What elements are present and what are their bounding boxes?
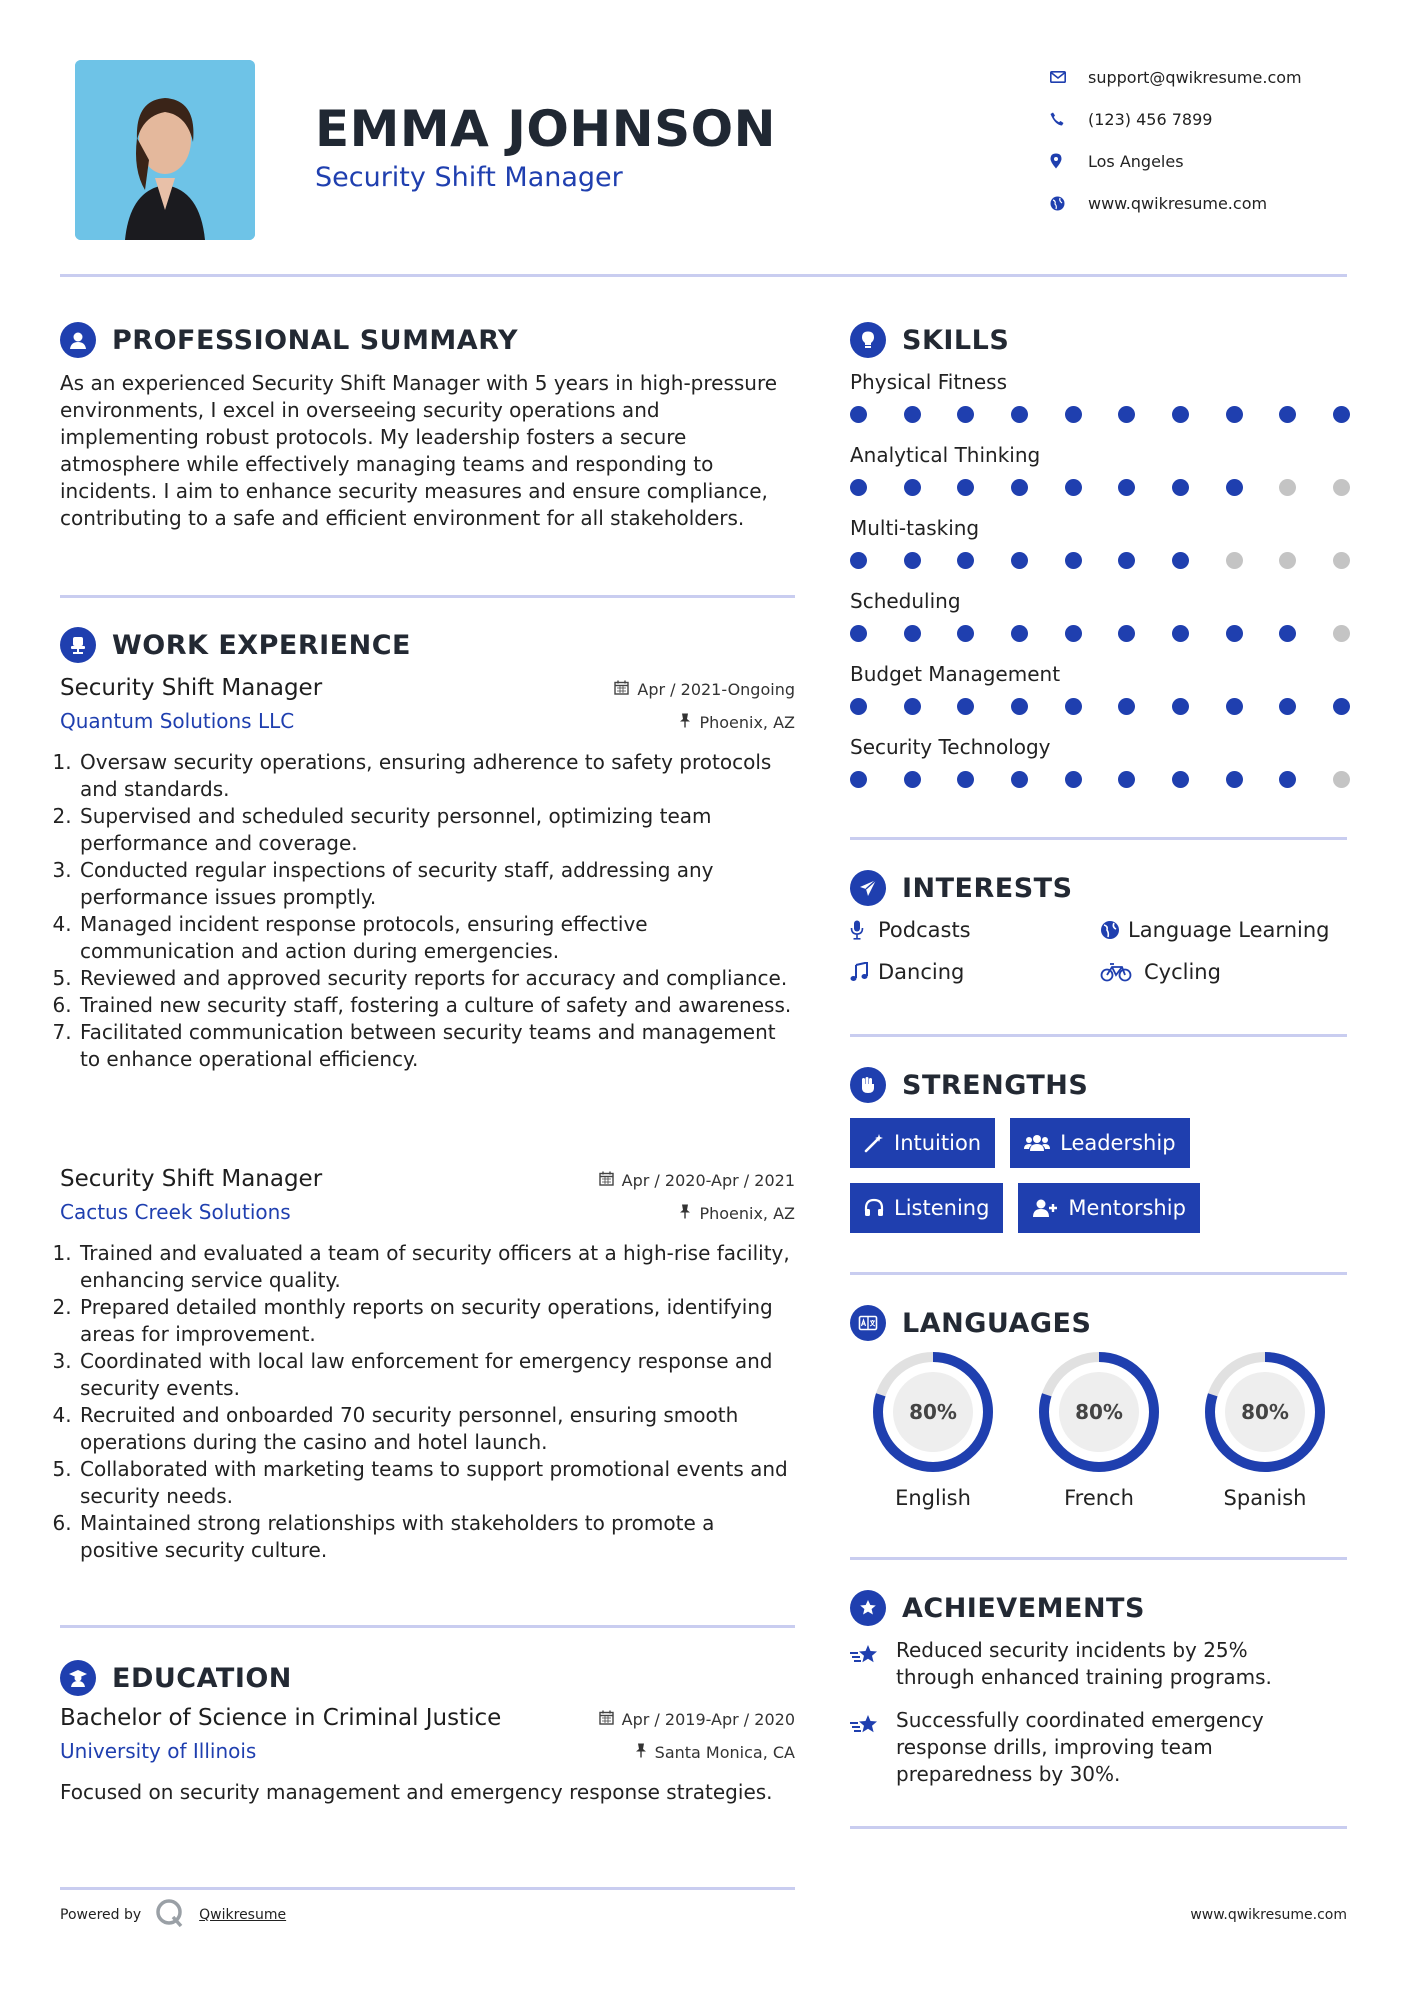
location-pin-icon	[1050, 153, 1088, 169]
rating-dot-empty	[1279, 552, 1296, 569]
rating-dot-filled	[1118, 406, 1135, 423]
rating-dot-filled	[1226, 625, 1243, 642]
list-item: 6. Trained new security staff, fostering a culture of safety and awareness.	[78, 992, 795, 1019]
education-description: Focused on security management and emergency response strategies.	[60, 1780, 773, 1804]
strength-tag	[850, 1183, 1003, 1233]
contact-phone[interactable]	[1050, 98, 1370, 140]
strength-tag	[1010, 1118, 1189, 1168]
rating-dot-filled	[957, 698, 974, 715]
rating-dot-filled	[1118, 552, 1135, 569]
rating-dot-filled	[1279, 625, 1296, 642]
header-divider	[60, 274, 1347, 277]
job-location	[679, 1204, 795, 1223]
rating-dot-filled	[1226, 771, 1243, 788]
skills-list	[850, 370, 1350, 808]
summary-text: As an experienced Security Shift Manager with 5 years in high-pressure environments, I excel in overseeing security operations and implementing robust protocols. My leadership fosters a secure atmosphere while effectively managing teams and responding to incidents. I aim to enhance security measures and ensure compliance, contributing to a safe and efficient environment for all stakeholders.	[60, 371, 778, 530]
rating-dot-filled	[1279, 698, 1296, 715]
job-date-text: Apr / 2020-Apr / 2021	[621, 1171, 795, 1190]
microphone-icon	[850, 920, 878, 940]
candidate-name: EMMA JOHNSON	[315, 100, 776, 158]
education-title: EDUCATION	[112, 1662, 292, 1694]
calendar-icon	[599, 1710, 614, 1729]
strength-tag	[1018, 1183, 1199, 1233]
interests-list	[850, 918, 1350, 984]
rating-dot-empty	[1333, 479, 1350, 496]
language-percent: 80%	[1241, 1400, 1289, 1424]
experience-heading	[60, 627, 411, 663]
school-name[interactable]: University of Illinois	[60, 1739, 257, 1763]
list-item: 5. Reviewed and approved security reports for accuracy and compliance.	[78, 965, 795, 992]
rating-dot-filled	[1011, 625, 1028, 642]
rating-dot-empty	[1333, 625, 1350, 642]
rating-dot-filled	[1172, 552, 1189, 569]
languages-title: LANGUAGES	[902, 1307, 1092, 1339]
skill-item	[850, 370, 1350, 443]
profile-photo	[75, 60, 255, 240]
rating-dot-filled	[1118, 625, 1135, 642]
skills-divider	[850, 837, 1347, 840]
rating-dot-filled	[957, 771, 974, 788]
skill-item	[850, 443, 1350, 516]
footer-divider-left	[60, 1887, 795, 1890]
rating-dot-filled	[1011, 771, 1028, 788]
shooting-star-icon	[850, 1637, 896, 1691]
interest-label: Dancing	[878, 960, 965, 984]
list-item: 7. Facilitated communication between security teams and management to enhance operational efficiency.	[78, 1019, 795, 1073]
list-item: 2. Supervised and scheduled security personnel, optimizing team performance and coverage.	[78, 803, 795, 857]
rating-dot-filled	[1172, 771, 1189, 788]
rating-dot-filled	[904, 771, 921, 788]
rating-dot-filled	[1065, 771, 1082, 788]
strength-tag	[850, 1118, 995, 1168]
language-item	[1182, 1350, 1348, 1510]
interest-item	[1100, 960, 1350, 984]
languages-divider	[850, 1557, 1347, 1560]
skill-rating	[850, 406, 1350, 423]
job-company[interactable]: Quantum Solutions LLC	[60, 709, 295, 733]
strengths-divider	[850, 1272, 1347, 1275]
list-item: 4. Managed incident response protocols, ensuring effective communication and action during emergencies.	[78, 911, 795, 965]
list-item: 3. Coordinated with local law enforcement for emergency response and security events.	[78, 1348, 795, 1402]
user-plus-icon	[1032, 1198, 1058, 1218]
education-heading	[60, 1660, 292, 1696]
interests-divider	[850, 1034, 1347, 1037]
skill-name: Multi-tasking	[850, 516, 980, 540]
job-location-text: Phoenix, AZ	[699, 1204, 795, 1223]
language-item	[850, 1350, 1016, 1510]
job-title: Security Shift Manager	[60, 675, 323, 701]
interest-label: Language Learning	[1128, 918, 1330, 942]
education-date-text: Apr / 2019-Apr / 2020	[621, 1710, 795, 1729]
rating-dot-filled	[850, 771, 867, 788]
skill-name: Physical Fitness	[850, 370, 1007, 394]
rating-dot-filled	[1065, 625, 1082, 642]
qwikresume-link[interactable]: Qwikresume	[199, 1907, 287, 1923]
language-name: English	[895, 1486, 971, 1510]
music-note-icon	[850, 962, 878, 982]
achievements-list	[850, 1637, 1350, 1804]
languages-heading	[850, 1305, 1091, 1341]
rating-dot-filled	[1065, 406, 1082, 423]
rating-dot-filled	[1011, 552, 1028, 569]
summary-divider	[60, 595, 795, 598]
pushpin-icon	[679, 713, 691, 732]
user-circle-icon	[60, 322, 96, 358]
rating-dot-filled	[904, 479, 921, 496]
job-date-text: Apr / 2021-Ongoing	[637, 680, 795, 699]
achievements-divider	[850, 1826, 1347, 1829]
rating-dot-filled	[850, 406, 867, 423]
rating-dot-filled	[1118, 479, 1135, 496]
language-ring	[871, 1350, 995, 1474]
rating-dot-filled	[850, 698, 867, 715]
rating-dot-filled	[1172, 479, 1189, 496]
job-duties-list	[60, 1240, 795, 1564]
skill-rating	[850, 698, 1350, 715]
rating-dot-filled	[1333, 698, 1350, 715]
interests-title: INTERESTS	[902, 872, 1073, 904]
skill-item	[850, 516, 1350, 589]
rating-dot-filled	[957, 406, 974, 423]
contact-location-text: Los Angeles	[1088, 151, 1184, 171]
graduate-icon	[60, 1660, 96, 1696]
footer-branding	[60, 1898, 286, 1932]
rating-dot-filled	[1065, 479, 1082, 496]
skills-title: SKILLS	[902, 324, 1010, 356]
list-item: 4. Recruited and onboarded 70 security personnel, ensuring smooth operations during the casino and hotel launch.	[78, 1402, 795, 1456]
summary-heading	[60, 322, 518, 358]
interest-item	[850, 918, 1100, 942]
interest-item	[850, 960, 1100, 984]
paper-plane-icon	[850, 870, 886, 906]
rating-dot-filled	[1226, 479, 1243, 496]
list-item: 6. Maintained strong relationships with stakeholders to promote a positive security culture.	[78, 1510, 795, 1564]
rating-dot-filled	[1172, 698, 1189, 715]
education-date	[599, 1710, 795, 1729]
skill-item	[850, 735, 1350, 808]
magic-wand-icon	[864, 1133, 884, 1153]
strengths-heading	[850, 1067, 1088, 1103]
rating-dot-empty	[1333, 552, 1350, 569]
skill-rating	[850, 552, 1350, 569]
strength-label: Mentorship	[1068, 1196, 1186, 1220]
globe-icon	[1100, 920, 1128, 940]
language-name: Spanish	[1223, 1486, 1307, 1510]
skill-name: Budget Management	[850, 662, 1061, 686]
skill-rating	[850, 625, 1350, 642]
rating-dot-filled	[1065, 698, 1082, 715]
pushpin-icon	[635, 1743, 647, 1762]
strength-label: Leadership	[1060, 1131, 1176, 1155]
strength-label: Listening	[894, 1196, 990, 1220]
strength-label: Intuition	[894, 1131, 982, 1155]
skill-item	[850, 589, 1350, 662]
office-chair-icon	[60, 627, 96, 663]
achievement-item	[850, 1637, 1350, 1691]
rating-dot-filled	[1065, 552, 1082, 569]
contact-email-text: support@qwikresume.com	[1088, 67, 1302, 87]
achievements-title: ACHIEVEMENTS	[902, 1592, 1145, 1624]
languages-list	[850, 1350, 1350, 1510]
rating-dot-empty	[1279, 479, 1296, 496]
rating-dot-filled	[904, 552, 921, 569]
language-percent: 80%	[1075, 1400, 1123, 1424]
contact-phone-text: (123) 456 7899	[1088, 109, 1213, 129]
globe-icon	[1050, 196, 1088, 211]
list-item: 5. Collaborated with marketing teams to support promotional events and security needs.	[78, 1456, 795, 1510]
job-location	[679, 713, 795, 732]
job-location-text: Phoenix, AZ	[699, 713, 795, 732]
rating-dot-filled	[1333, 406, 1350, 423]
rating-dot-filled	[1172, 625, 1189, 642]
award-star-icon	[850, 1590, 886, 1626]
language-percent: 80%	[909, 1400, 957, 1424]
skills-heading	[850, 322, 1009, 358]
list-item: 1. Trained and evaluated a team of security officers at a high-rise facility, enhancing service quality.	[78, 1240, 795, 1294]
job-title: Security Shift Manager	[60, 1166, 323, 1192]
rating-dot-filled	[1011, 406, 1028, 423]
rating-dot-empty	[1226, 552, 1243, 569]
job-date	[614, 680, 795, 699]
rating-dot-filled	[1226, 698, 1243, 715]
rating-dot-filled	[957, 625, 974, 642]
rating-dot-filled	[904, 625, 921, 642]
rating-dot-filled	[1279, 406, 1296, 423]
shooting-star-icon	[850, 1707, 896, 1788]
headphones-icon	[864, 1198, 884, 1218]
job-duties-list	[60, 749, 795, 1073]
lightbulb-icon	[850, 322, 886, 358]
interests-heading	[850, 870, 1073, 906]
rating-dot-filled	[1118, 771, 1135, 788]
degree-title: Bachelor of Science in Criminal Justice	[60, 1705, 502, 1731]
phone-icon	[1050, 112, 1088, 126]
rating-dot-filled	[904, 698, 921, 715]
experience-divider	[60, 1625, 795, 1628]
qwikresume-logo-icon	[155, 1898, 185, 1932]
job-entry	[60, 675, 795, 1073]
language-ring	[1037, 1350, 1161, 1474]
rating-dot-filled	[957, 552, 974, 569]
envelope-icon	[1050, 71, 1088, 83]
rating-dot-empty	[1333, 771, 1350, 788]
language-item	[1016, 1350, 1182, 1510]
contact-location	[1050, 140, 1370, 182]
summary-title: PROFESSIONAL SUMMARY	[112, 324, 519, 356]
achievements-heading	[850, 1590, 1145, 1626]
job-company[interactable]: Cactus Creek Solutions	[60, 1200, 291, 1224]
list-item: 1. Oversaw security operations, ensuring adherence to safety protocols and standards.	[78, 749, 795, 803]
language-ring	[1203, 1350, 1327, 1474]
skill-name: Scheduling	[850, 589, 961, 613]
skill-name: Analytical Thinking	[850, 443, 1041, 467]
rating-dot-filled	[1011, 698, 1028, 715]
rating-dot-filled	[1172, 406, 1189, 423]
education-location	[635, 1743, 795, 1762]
language-name: French	[1064, 1486, 1134, 1510]
rating-dot-filled	[1118, 698, 1135, 715]
calendar-icon	[599, 1171, 614, 1190]
strengths-list	[850, 1118, 1350, 1248]
skill-item	[850, 662, 1350, 735]
list-item: 3. Conducted regular inspections of security staff, addressing any performance issues promptly.	[78, 857, 795, 911]
pushpin-icon	[679, 1204, 691, 1223]
rating-dot-filled	[904, 406, 921, 423]
job-date	[599, 1171, 795, 1190]
calendar-icon	[614, 680, 629, 699]
rating-dot-filled	[1011, 479, 1028, 496]
achievement-item	[850, 1707, 1350, 1788]
contact-list	[1050, 56, 1370, 224]
skill-name: Security Technology	[850, 735, 1051, 759]
achievement-text: Reduced security incidents by 25% through enhanced training programs.	[896, 1638, 1272, 1689]
rating-dot-filled	[957, 479, 974, 496]
skill-rating	[850, 479, 1350, 496]
job-entry	[60, 1166, 795, 1564]
education-location-text: Santa Monica, CA	[654, 1743, 795, 1762]
education-entry	[60, 1705, 795, 1806]
skill-rating	[850, 771, 1350, 788]
footer-url[interactable]: www.qwikresume.com	[1190, 1907, 1347, 1923]
users-icon	[1024, 1133, 1050, 1153]
interest-label: Podcasts	[878, 918, 971, 942]
rating-dot-filled	[850, 552, 867, 569]
interest-label: Cycling	[1144, 960, 1221, 984]
contact-website[interactable]	[1050, 182, 1370, 224]
rating-dot-filled	[1279, 771, 1296, 788]
raised-fist-icon	[850, 1067, 886, 1103]
interest-item	[1100, 918, 1350, 942]
strengths-title: STRENGTHS	[902, 1069, 1089, 1101]
contact-website-text: www.qwikresume.com	[1088, 193, 1268, 213]
rating-dot-filled	[850, 625, 867, 642]
rating-dot-filled	[850, 479, 867, 496]
list-item: 2. Prepared detailed monthly reports on security operations, identifying areas for improvement.	[78, 1294, 795, 1348]
candidate-role: Security Shift Manager	[315, 162, 623, 193]
powered-by-text: Powered by	[60, 1907, 142, 1923]
experience-title: WORK EXPERIENCE	[112, 629, 411, 661]
rating-dot-filled	[1226, 406, 1243, 423]
bicycle-icon	[1100, 962, 1144, 982]
contact-email[interactable]	[1050, 56, 1370, 98]
achievement-text: Successfully coordinated emergency response drills, improving team preparedness by 30%.	[896, 1708, 1264, 1786]
language-icon	[850, 1305, 886, 1341]
